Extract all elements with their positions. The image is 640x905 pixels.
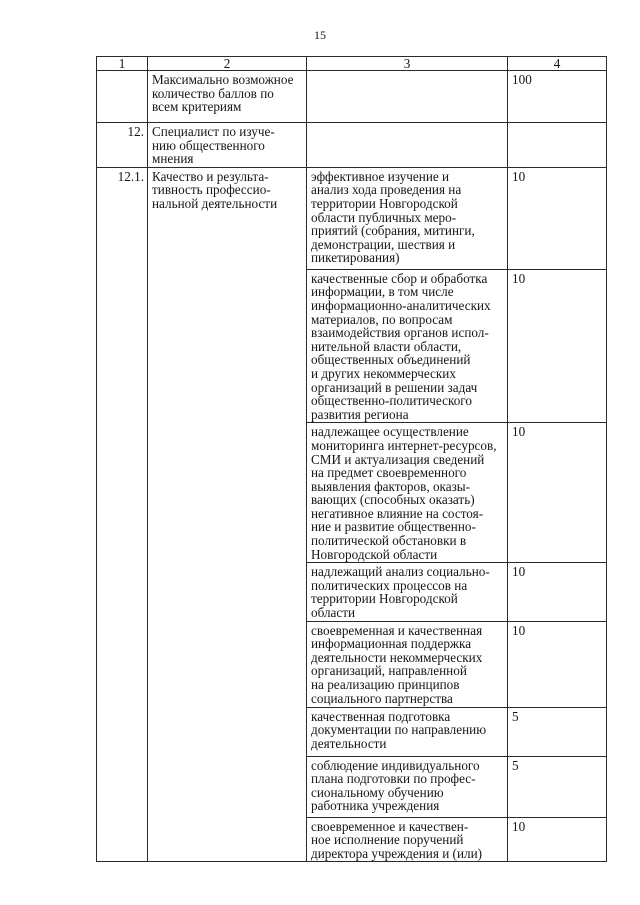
empty-cell [508, 123, 607, 168]
position-row [97, 123, 607, 168]
indicator-text: надлежащее осуществление мониторинга интернет-ресурсов, СМИ и актуализация сведений на предмет своевременного выявления факторов, оказы- вающих (способных оказать) негативное влияние на состоя- ние и развитие общественно- политической обстановки в Новгородской области [307, 423, 508, 563]
empty-cell [307, 71, 508, 123]
position-number: 12. [97, 123, 148, 168]
column-number-4: 4 [508, 57, 607, 71]
column-number-1: 1 [97, 57, 148, 71]
indicator-text: эффективное изучение и анализ хода проведения на территории Новгородской области публичных меро- приятий (собрания, митинги, демонстрации, шествия и пикетирования) [307, 167, 508, 269]
column-number-3: 3 [307, 57, 508, 71]
indicator-points: 10 [508, 167, 607, 269]
indicator-text: своевременное и качествен- ное исполнение поручений директора учреждения и (или) [307, 817, 508, 862]
indicator-points: 10 [508, 269, 607, 423]
indicator-text: надлежащий анализ социально- политических процессов на территории Новгородской области [307, 563, 508, 621]
indicator-points: 10 [508, 621, 607, 707]
max-points-value: 100 [508, 71, 607, 123]
column-number-2: 2 [148, 57, 307, 71]
indicator-points: 5 [508, 707, 607, 756]
indicator-row [97, 167, 607, 269]
max-points-row [97, 71, 607, 123]
criterion-name: Качество и результа- тивность профессио- нальной деятельности [148, 167, 307, 862]
table-header-row [97, 57, 607, 71]
indicator-points: 10 [508, 563, 607, 621]
page-number: 15 [314, 28, 326, 42]
indicator-points: 10 [508, 817, 607, 862]
indicator-text: качественные сбор и обработка информации, в том числе информационно-аналитических материалов, по вопросам взаимодействия органов испол- нительной власти области, общественных объединений и других некоммерческих организаций в решении задач общественно-политического развития региона [307, 269, 508, 423]
max-points-label: Максимально возможное количество баллов по всем критериям [148, 71, 307, 123]
empty-cell [307, 123, 508, 168]
empty-cell [97, 71, 148, 123]
indicator-text: качественная подготовка документации по направлению деятельности [307, 707, 508, 756]
indicator-points: 10 [508, 423, 607, 563]
indicator-text: своевременная и качественная информационная поддержка деятельности некоммерческих организаций, направленной на реализацию принципов социального партнерства [307, 621, 508, 707]
criteria-table [96, 56, 607, 862]
indicator-text: соблюдение индивидуального плана подготовки по профес- сиональному обучению работника учреждения [307, 756, 508, 817]
position-name: Специалист по изуче- нию общественного мнения [148, 123, 307, 168]
indicator-points: 5 [508, 756, 607, 817]
criterion-number: 12.1. [97, 167, 148, 862]
